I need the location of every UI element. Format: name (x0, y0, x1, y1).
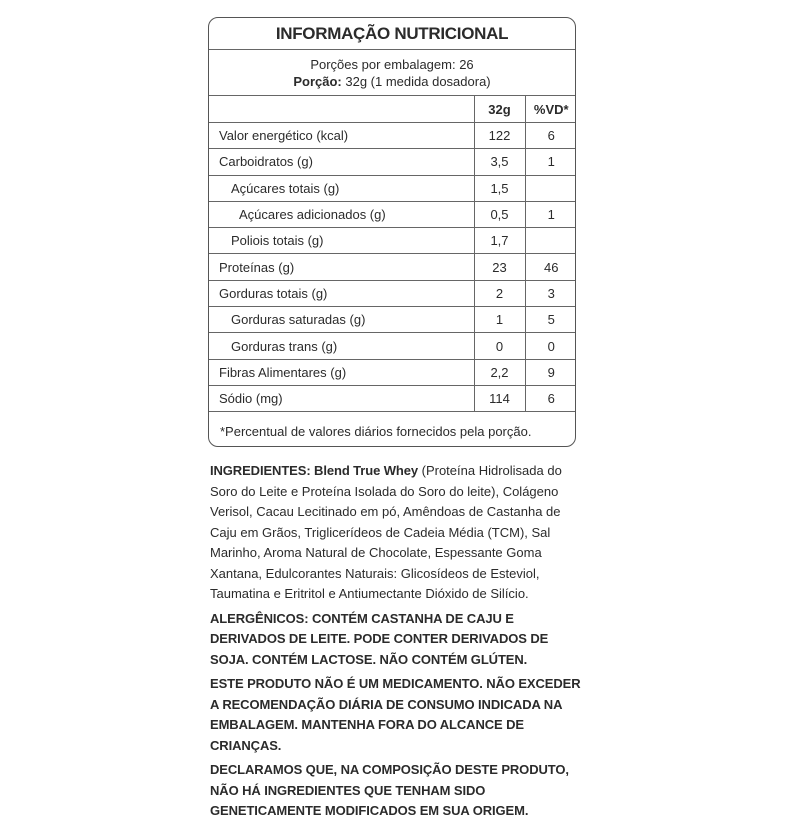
footnote: *Percentual de valores diários fornecidos pela porção. (220, 424, 532, 440)
table-row (209, 123, 576, 149)
nutrient-amount: 3,5 (474, 149, 525, 175)
nutrient-name: Sódio (mg) (209, 385, 474, 411)
nutrition-rows (209, 123, 576, 412)
allergens-paragraph: ALERGÊNICOS: CONTÉM CASTANHA DE CAJU E DERIVADOS DE LEITE. PODE CONTER DERIVADOS DE SOJA. CONTÉM LACTOSE. NÃO CONTÉM GLÚTEN. (210, 610, 549, 667)
nutrient-vd: 3 (525, 280, 576, 306)
table-row (209, 333, 576, 359)
nutrient-vd (525, 175, 576, 201)
nutrient-amount: 1 (474, 307, 525, 333)
ingredients-heading: INGREDIENTES: Blend True Whey (210, 463, 419, 478)
nutrient-name: Valor energético (kcal) (209, 123, 474, 149)
header-spacer (209, 96, 474, 123)
nutrition-facts-panel (208, 17, 576, 447)
nutrient-name: Açúcares totais (g) (209, 175, 474, 201)
nutrient-vd: 46 (525, 254, 576, 280)
nutrient-amount: 114 (474, 385, 525, 411)
nutrient-amount: 0,5 (474, 201, 525, 227)
servings-label: Porções por embalagem: (310, 57, 456, 72)
table-row (209, 254, 576, 280)
table-row (209, 175, 576, 201)
nutrient-amount: 2,2 (474, 359, 525, 385)
nutrient-amount: 2 (474, 280, 525, 306)
nutrient-amount: 1,7 (474, 228, 525, 254)
servings-value: 26 (459, 57, 474, 72)
nutrient-vd: 1 (525, 149, 576, 175)
header-amount: 32g (474, 96, 525, 123)
portion-value: 32g (1 medida dosadora) (345, 74, 491, 89)
nutrient-vd: 6 (525, 123, 576, 149)
portion-label: Porção: (293, 74, 342, 89)
portion-info (209, 50, 575, 96)
table-row (209, 149, 576, 175)
nutrient-vd: 9 (525, 359, 576, 385)
nutrient-name: Poliois totais (g) (209, 228, 474, 254)
gmo-paragraph: DECLARAMOS QUE, NA COMPOSIÇÃO DESTE PRODUTO, NÃO HÁ INGREDIENTES QUE TENHAM SIDO GENETICAMENTE MODIFICADOS EM SUA ORIGEM. (210, 762, 569, 818)
portion-line (209, 73, 575, 90)
nutrient-name: Fibras Alimentares (g) (209, 359, 474, 385)
table-row (209, 228, 576, 254)
nutrient-name: Proteínas (g) (209, 254, 474, 280)
servings-line (209, 56, 575, 73)
nutrient-name: Carboidratos (g) (209, 149, 474, 175)
nutrient-name: Gorduras totais (g) (209, 280, 474, 306)
table-row (209, 385, 576, 411)
table-row (209, 359, 576, 385)
nutrient-vd: 1 (525, 201, 576, 227)
nutrient-name: Açúcares adicionados (g) (209, 201, 474, 227)
table-row (209, 280, 576, 306)
nutrient-vd (525, 228, 576, 254)
nutrient-vd: 6 (525, 385, 576, 411)
nutrient-vd: 0 (525, 333, 576, 359)
ingredients-body: (Proteína Hidrolisada do Soro do Leite e Proteína Isolada do Soro do leite), Colágeno Verisol, Cacau Lecitinado em pó, Amêndoas de Castanha de Caju em Grãos, Triglicerídeos de Cadeia Média (TCM), Sal Marinho, Aroma Natural de Chocolate, Espessante Goma Xantana, Edulcorantes Naturais: Glicosídeos de Esteviol, Taumatina e Eritritol e Antiumectante Dióxido de Silício. (210, 463, 562, 601)
header-vd: %VD* (525, 96, 576, 123)
nutrition-title: INFORMAÇÃO NUTRICIONAL (209, 18, 575, 50)
nutrient-amount: 122 (474, 123, 525, 149)
nutrient-name: Gorduras saturadas (g) (209, 307, 474, 333)
warning-paragraph: ESTE PRODUTO NÃO É UM MEDICAMENTO. NÃO EXCEDER A RECOMENDAÇÃO DIÁRIA DE CONSUMO INDICADA NA EMBALAGEM. MANTENHA FORA DO ALCANCE DE CRIANÇAS. (210, 676, 581, 753)
table-row (209, 201, 576, 227)
nutrient-name: Gorduras trans (g) (209, 333, 474, 359)
nutrient-amount: 23 (474, 254, 525, 280)
nutrient-amount: 0 (474, 333, 525, 359)
table-header-row (209, 96, 576, 123)
ingredients-paragraph (210, 461, 590, 605)
nutrient-amount: 1,5 (474, 175, 525, 201)
table-row (209, 307, 576, 333)
product-text (210, 461, 590, 826)
nutrient-vd: 5 (525, 307, 576, 333)
nutrition-table (209, 96, 576, 412)
